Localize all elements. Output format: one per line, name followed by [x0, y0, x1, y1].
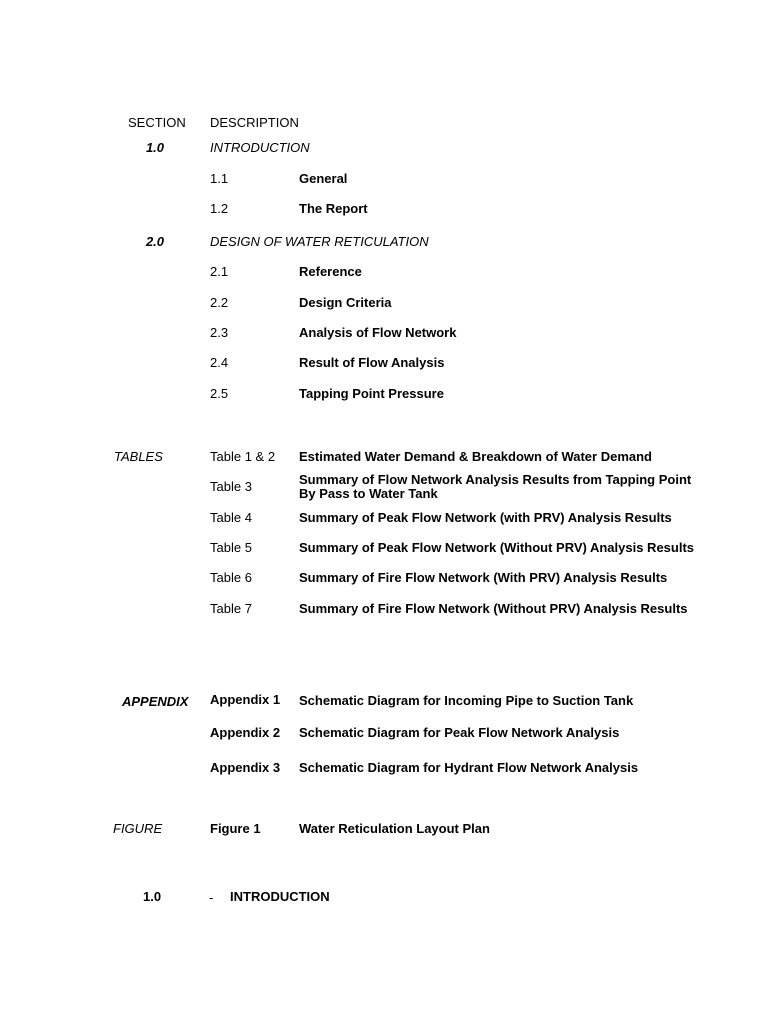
body-section-title: INTRODUCTION: [230, 889, 330, 904]
section-number: 1.0: [145, 140, 165, 155]
appendix-label: Schematic Diagram for Hydrant Flow Network Analysis: [299, 760, 639, 775]
table-ref: Table 1 & 2: [210, 449, 276, 464]
table-label: Estimated Water Demand & Breakdown of Water Demand: [299, 449, 652, 464]
item-label: General: [299, 171, 348, 186]
item-number: 2.2: [210, 295, 229, 310]
item-number: 2.1: [210, 264, 229, 279]
figure-ref: Figure 1: [210, 821, 261, 836]
table-ref: Table 5: [210, 540, 252, 555]
section-title: INTRODUCTION: [210, 140, 310, 155]
item-number: 1.2: [210, 201, 229, 216]
table-ref: Table 6: [210, 570, 252, 585]
item-label: Design Criteria: [299, 295, 392, 310]
appendix-heading: APPENDIX: [122, 694, 189, 709]
item-label: Reference: [299, 264, 362, 279]
table-ref: Table 7: [210, 601, 252, 616]
appendix-label: Schematic Diagram for Peak Flow Network Analysis: [299, 725, 620, 740]
appendix-label: Schematic Diagram for Incoming Pipe to Suction Tank: [299, 693, 634, 708]
tables-heading: TABLES: [114, 449, 163, 464]
item-number: 2.5: [210, 386, 229, 401]
item-label: Tapping Point Pressure: [299, 386, 444, 401]
figure-heading: FIGURE: [113, 821, 163, 836]
body-section-number: 1.0: [143, 889, 162, 904]
item-number: 2.3: [210, 325, 229, 340]
item-number: 1.1: [210, 171, 229, 186]
table-label: Summary of Fire Flow Network (Without PRV) Analysis Results: [299, 601, 688, 616]
description-column-header: DESCRIPTION: [210, 115, 299, 130]
table-label: Summary of Fire Flow Network (With PRV) Analysis Results: [299, 570, 668, 585]
table-ref: Table 4: [210, 510, 252, 525]
body-section-dash: -: [209, 890, 214, 905]
section-column-header: SECTION: [128, 115, 186, 130]
item-label: Analysis of Flow Network: [299, 325, 457, 340]
item-number: 2.4: [210, 355, 229, 370]
figure-label: Water Reticulation Layout Plan: [299, 821, 490, 836]
table-label: Summary of Peak Flow Network (with PRV) Analysis Results: [299, 510, 672, 525]
appendix-ref: Appendix 3: [210, 760, 281, 775]
section-number: 2.0: [145, 234, 165, 249]
table-label: Summary of Flow Network Analysis Results from Tapping Point By Pass to Water Tank: [299, 472, 692, 501]
item-label: Result of Flow Analysis: [299, 355, 445, 370]
table-ref: Table 3: [210, 479, 252, 494]
appendix-ref: Appendix 2: [210, 725, 281, 740]
section-title: DESIGN OF WATER RETICULATION: [210, 234, 429, 249]
item-label: The Report: [299, 201, 368, 216]
table-label: Summary of Peak Flow Network (Without PRV) Analysis Results: [299, 540, 695, 555]
appendix-ref: Appendix 1: [210, 692, 281, 707]
